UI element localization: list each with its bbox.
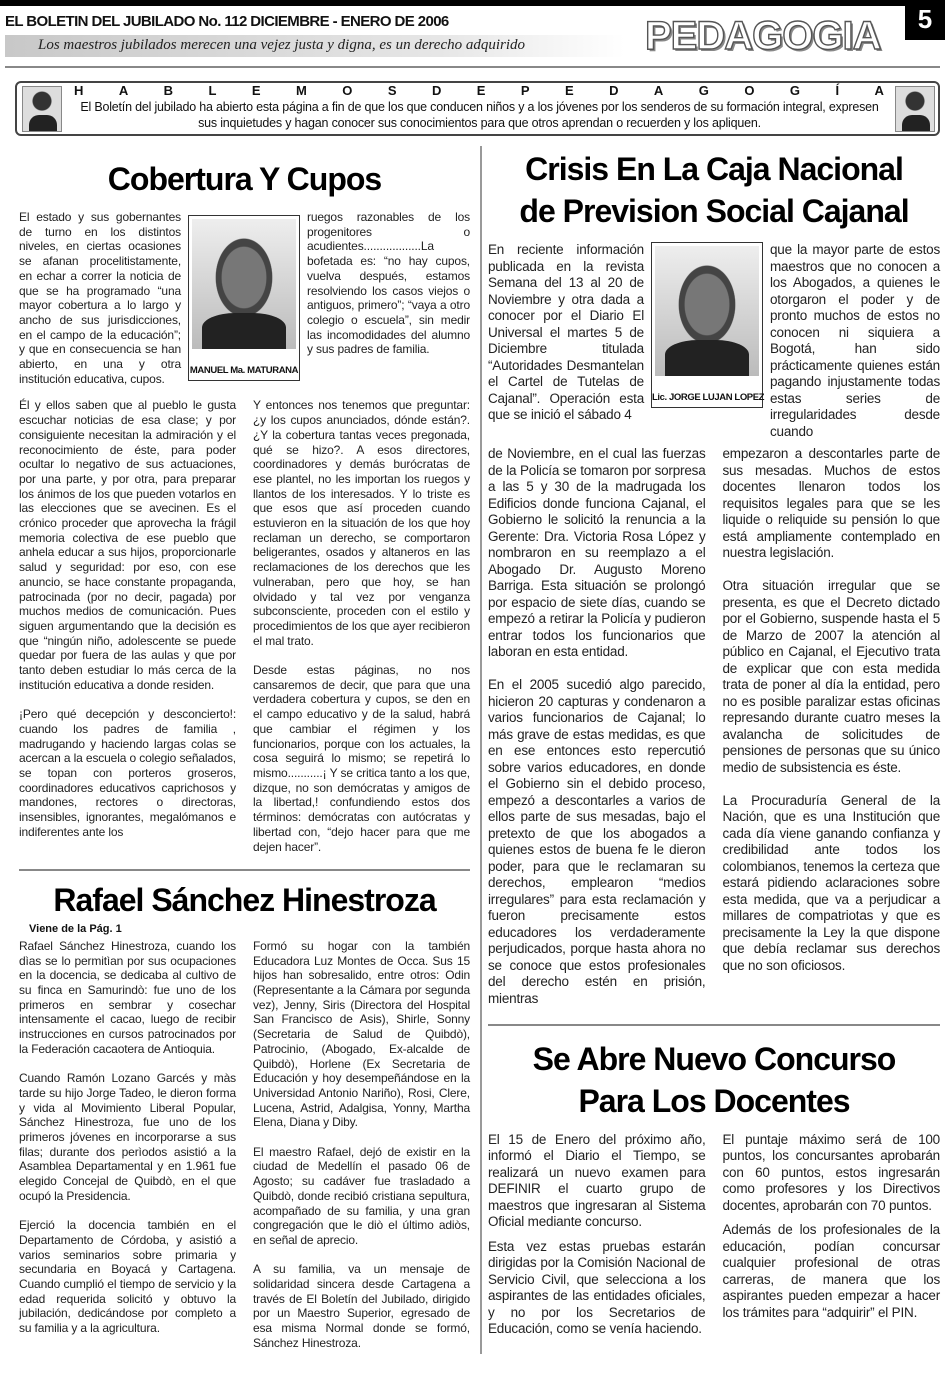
cajanal-text-beside-left: En reciente información publicada en la revista Semana del 13 al 20 de Noviembre y otra dada a conocer por el Diario El Universal el martes 5 de Diciembre titulada “Autoridades Desmantelan el Cartel de Tutelas de Cajanal”. Operación esta que se inició el sábado 4: [488, 242, 644, 422]
rafael-title: Rafael Sánchez Hinestroza: [53, 881, 436, 918]
rafael-col-b: [253, 939, 470, 1365]
portrait-image: [192, 219, 296, 349]
paragraph: El puntaje máximo será de 100 puntos, los concursantes aprobarán con 60 puntos, estos ingresarán como profesores y los Directivos docentes, aprobarán con 70 puntos.: [722, 1131, 940, 1213]
paragraph: de Noviembre, en el cual las fuerzas de la Policía se tomaron por sorpresa a las 5 y 30 de la madrugada los Edificios donde funciona Cajanal, el Gobierno le solicitó la renuncia a la Gerente: Dra. Victoria Rosa López y nombraron en su reemplazo a el Abogado Dr. Augusto Moreno Barriga. Esta situación se prolongó por espacio de siete días, cuando se empezó a retirar la Policía y pudieron entrar todos los funcionarios que laboran en esta entidad.: [488, 446, 706, 659]
hablemos-title-letter: D: [431, 83, 442, 98]
hablemos-photo-right: [895, 86, 935, 132]
concurso-title-line2: Para Los Docentes: [578, 1082, 850, 1119]
cobertura-text-beside-right: ruegos razonables de los progenitores o acudientes..................La bofetada es: “no hay cupos, vuelva después, estamos resolviendo los casos viejos o antiguos, primero”; “vaya a otro colegio o escuela”, sin medir las incomodidades del alumno y sus padres de familia.: [307, 210, 470, 357]
hablemos-title: [74, 83, 884, 98]
concurso-col-a: [488, 1132, 706, 1355]
hablemos-title-letter: E: [476, 83, 486, 98]
hablemos-title-letter: G: [698, 83, 709, 98]
cobertura-top: [19, 210, 470, 386]
concurso-col-b: [723, 1132, 941, 1355]
hablemos-title-letter: P: [520, 83, 530, 98]
left-column: [19, 158, 470, 1365]
paragraph: El maestro Rafael, dejó de existir en la ciudad de Medellín el pasado 06 de Agosto; su cadáver fue trasladado a Quibdò, donde recibió cristiana sepultura, acompañado de su familia, y una gran congregación que le diò el último adiòs, en señal de aprecio.: [253, 1144, 470, 1247]
hablemos-title-letter: A: [653, 83, 664, 98]
hablemos-title-letter: O: [342, 83, 353, 98]
concurso-columns: [488, 1132, 940, 1355]
paragraph: ¡Pero qué decepción y desconcierto!: cuando los padres de familia , madrugando y haciendo largas colas se acercan a la escuela o colegio señalados, se topan con porteros groseros, coordinadores educativos caprichosos y mandones, rectores o directoras, insensibles, ignorantes, megalómanos e indiferentes ante los: [19, 707, 236, 839]
hablemos-title-letter: E: [251, 83, 261, 98]
cajanal-top: [488, 242, 940, 440]
hablemos-title-letter: B: [163, 83, 174, 98]
masthead-title: EL BOLETIN DEL JUBILADO No. 112 DICIEMBRE - ENERO DE 2006: [5, 13, 449, 30]
paragraph: Él y ellos saben que al pueblo le gusta escuchar noticias de esa clase; y por consiguiente necesitan la admiración y el reconocimiento de éste, para poder ocultar lo negativo de sus actuaciones, por una parte, y por otra, para preparar los ánimos de los que pueden votarlos en las elecciones que se avecinen. Es el crónico proceder que aprovecha la frágil memoria colectiva de ese pueblo que anhela educar a sus hijos, proporcionarle salud y seguridad: por eso, con ese anuncio, se hace constante propaganda, patrocinada (por no decir, pagada) por muchos medios de comunicación. Pues siguen argumentando que la decisión es que “ningún niño, adolescente se puede quedar por fuera de las aulas y que por tanto deben estudiar lo más cerca de la institución educativa a donde residen.: [19, 398, 236, 692]
rafael-columns: [19, 939, 470, 1365]
cobertura-columns: [19, 398, 470, 868]
paragraph: Rafael Sánchez Hinestroza, cuando los dìas se lo permitìan por sus ocupaciones en la docencia, se dedicaba al cultivo de su finca en Samurindò: fue uno de los primeros en sembrar y cosechar intensamente el cacao, luego de recibir instrucciones en cursos patrocinados por la Federación cacaotera de Antioquia.: [19, 938, 236, 1056]
top-bar: [0, 0, 945, 6]
hablemos-title-letter: S: [387, 83, 397, 98]
rafael-col-a: [19, 939, 236, 1365]
paragraph: El 15 de Enero del próximo año, informó el Diario el Tiempo, se realizará un nuevo examen para DEFINIR el cuarto grupo de maestros que ingresaran al Sistema Oficial mediante concurso.: [488, 1131, 706, 1229]
hablemos-title-letter: O: [744, 83, 755, 98]
hablemos-title-letter: L: [208, 83, 217, 98]
paragraph: Desde estas páginas, no nos cansaremos de decir, que para que una verdadera cobertura y cupos, se den en el campo educativo y de la salud, habrá que cambiar el régimen y los funcionarios, porque con los actuales, la cosa seguirá lo mismo; se repetirá lo mismo...........¡ Y se critica tanto a los que, dizque, no son demócratas y amigos de la libertad,! confundiendo estos dos términos: demócratas con autócratas y libertad con, “dejo hacer para que me dejen hacer”.: [253, 663, 470, 854]
hablemos-title-letter: A: [118, 83, 129, 98]
paragraph: En el 2005 sucedió algo parecido, hicieron 20 capturas y condenaron a varios funcionarios de Cajanal; lo más grave de estas medidas, es que en ese entonces esto repercutió sobre varios educadores, en donde el Gobierno sin el debido proceso, empezó a descontarles a varios de ellos parte de sus mesadas, bajo el pretexto de que los abogados a quienes estos de buena fe le dieron poder, para que le reclamaran su derechos, emplearon “medios irregulares” para esta reclamación y fueron precisamente estos educadores los verdaderamente perjudicados, porque hasta ahora no se conoce que estos profesionales del derecho estén en prisión, mientras: [488, 677, 706, 1006]
paragraph: Ejerció la docencia también en el Departamento de Córdoba, y asistió a varios seminarios sobre primaria y secundaria en Boyacá y Cartagena. Cuando cumplió el tiempo de servicio y la edad requerida solicitó y obtuvo la jubilación, dedicándose por completo a su familia y a la agricultura.: [19, 1218, 236, 1336]
continued-from: Viene de la Pág. 1: [29, 922, 122, 935]
right-column: [488, 148, 940, 1354]
hablemos-title-letter: A: [874, 83, 884, 98]
column-divider: [480, 146, 482, 1354]
masthead-motto: Los maestros jubilados merecen una vejez justa y digna, es un derecho adquirido: [38, 37, 526, 53]
paragraph: Esta vez estas pruebas estarán dirigidas por la Comisión Nacional de Servicio Civil, que selecciona a los aspirantes de las entidades oficiales, y no por los Secretarios de Educación, como se venía haciendo.: [488, 1238, 706, 1336]
hablemos-title-letter: Í: [835, 83, 840, 98]
hablemos-title-letter: E: [564, 83, 574, 98]
section-title: PEDAGOGIA: [645, 14, 881, 58]
hablemos-title-letter: D: [609, 83, 619, 98]
paragraph: A su familia, va un mensaje de solidaridad sincera desde Cartagena a través de El Boletín del Jubilado, dirigido por un Maestro Superior, egresado de esa misma Normal donde se formó, Sánchez Hinestroza.: [253, 1262, 470, 1350]
paragraph: Otra situación irregular que se presenta, es que el Decreto dictado por el Gobierno, suspende hasta el 5 de Marzo de 2007 la atención al público en Cajanal, el Ejecutivo trata de explicar que con esta medida trata de poner al día la entidad, pero no es posible paralizar estas oficinas represando durante cuatro meses la avalancha de solicitudes de pensiones de personas que su único medio de subsistencia es éste.: [722, 578, 940, 775]
paragraph: Cuando Ramón Lozano Garcés y màs tarde su hijo Jorge Tadeo, le dieron forma y vida al Movimiento Liberal Popular, Sánchez Hinestroza, fue uno de los primeros jóvenes en incorporarse a sus filas; durante dos perìodos asistió a la Asamblea Departamental y en 1.961 fue elegido Concejal de Quibdò, en el que ocupó la Presidencia.: [19, 1071, 236, 1203]
page-number: 5: [905, 0, 945, 40]
hablemos-title-letter: H: [74, 83, 84, 98]
cajanal-col-a: [488, 446, 706, 1024]
cajanal-text-beside-right: que la mayor parte de estos maestros que no conocen a los Abogados, a quienes le otorgaron el poder y de pronto muchos de estos no conocen ni siquiera a Bogotá, han sido prácticamente quienes están pagando injustamente todas estas series de irregularidades desde cuando: [770, 242, 940, 439]
concurso-title-line1: Se Abre Nuevo Concurso: [532, 1040, 896, 1077]
paragraph: empezaron a descontarles parte de sus mesadas. Muchos de estos docentes llenaron todos los requisitos legales para que se les liquide o reliquide su pensión lo que está ampliamente contemplado en nuestra legislación.: [722, 446, 940, 560]
header-rule: [5, 66, 940, 68]
cobertura-col-b: [253, 398, 470, 868]
photo-caption: MANUEL Ma. MATURANA: [189, 365, 299, 376]
paragraph: Y entonces nos tenemos que preguntar: ¿y los cupos anunciados, dónde están?. ¿Y la cobertura tantas veces pregonada, qué se hizo?. A esos directores, coordinadores y demás burócratas de ese plantel, no les importan los ruegos y llantos de los interesados. Y lo triste es que esos que así proceden cuando estuvieron en la situación de los que hoy reclaman un derecho, se comportaron beligerantes, osados y altaneros en las reclamaciones de los derechos que les vulneraban, pero que hoy, se han olvidado y tal vez por venganza subconsciente, proceden con el estilo y procedimientos de los que ayer recibieron el mal trato.: [253, 398, 470, 648]
portrait-image: [655, 246, 759, 376]
cobertura-title: Cobertura Y Cupos: [107, 161, 382, 197]
paragraph: Formó su hogar con la también Educadora Luz Montes de Occa. Sus 15 hijos han sobresalido, entre otros: Odin (Representante a la Cámara por segunda vez), Jenny, Siris (Directora del Hospital San Francisco de Asis), Shirle, Sonny (Secretaria de Salud de Quibdò), Patrocinio, (Abogado, Ex-alcalde de Quibdò), Horlene (Ex Secretaria de Educación y hoy desempeñándose en la Universidad Antonio Nariño), Rosi, Clere, Lucena, Astrid, Adalgisa, Yonny, Martha Elena, Diana y Diby.: [253, 938, 470, 1130]
maturana-photo: [188, 215, 300, 381]
hablemos-photo-left: [22, 86, 62, 132]
cajanal-columns: [488, 446, 940, 1024]
lujan-photo: [651, 242, 763, 408]
section-rule: [488, 1024, 940, 1026]
cobertura-text-beside-left: El estado y sus gobernantes de turno en los distintos niveles, en ciertas ocasiones se afanan procelitistamente, en echar a correr la noticia de que se ha programado “una mayor cobertura a lo largo y ancho de sus jurisdicciones, en el campo de la educación”; y que en consecuencia se han abierto, en una y otra institución educativa, cupos.: [19, 210, 181, 386]
photo-caption: Lic. JORGE LUJAN LOPEZ: [652, 392, 765, 403]
hablemos-title-letter: M: [295, 83, 307, 98]
hablemos-title-letter: G: [789, 83, 800, 98]
cajanal-title-line1: Crisis En La Caja Nacional: [525, 151, 903, 187]
hablemos-text: El Boletín del jubilado ha abierto esta página a fin de que los que conducen niños y a los jóvenes por los senderos de su formación integral, expresen sus inquietudes y hagan conocer sus conocimientos para que otros aprendan o recuerden y los apliquen.: [80, 100, 879, 130]
section-rule: [19, 869, 470, 871]
cobertura-col-a: [19, 398, 236, 868]
cajanal-title-line2: de Prevision Social Cajanal: [519, 193, 909, 229]
paragraph: Además de los profesionales de la educación, podían concursar cualquier profesional de otras carreras, de manera que los aspirantes pueden empezar a hacer los trámites para “adquirir” el PIN.: [722, 1222, 940, 1320]
cajanal-col-b: [723, 446, 941, 1024]
paragraph: La Procuraduría General de la Nación, que es una Institución que cada día viene ganando confianza y credibilidad ante todos los colombianos, tenemos la certeza que estará pidiendo aclaraciones sobre esta medida, que va a perjudicar a millares de compatriotas y que es precisamente la Ley la que dispone que debía reclamar sus derechos que no son oficiosos.: [722, 792, 940, 973]
